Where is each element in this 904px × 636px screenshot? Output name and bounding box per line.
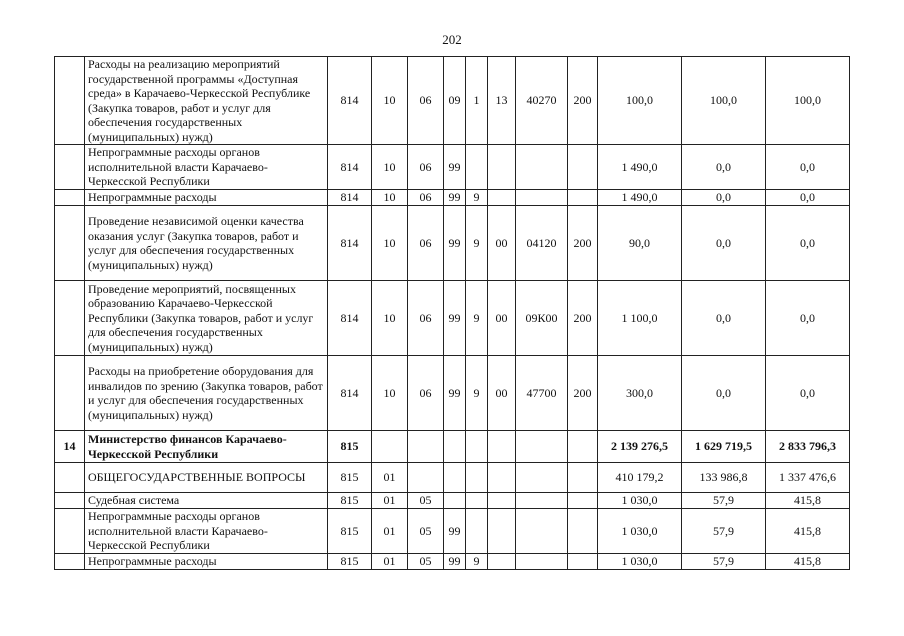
- row-number-cell: [55, 356, 85, 431]
- program-code-cell: 99: [444, 553, 466, 569]
- row-name-cell: Расходы на приобретение оборудования для инвалидов по зрению (Закупка товаров, работ и услуг для обеспечения государственных (муниципальных) нужд): [85, 356, 328, 431]
- program-code-cell: 09: [444, 57, 466, 145]
- amount-year2-cell: 133 986,8: [682, 463, 766, 493]
- ved-code-cell: 814: [328, 145, 372, 190]
- amount-year2-cell: 0,0: [682, 356, 766, 431]
- expense-type-cell: 200: [568, 356, 598, 431]
- amount-year2-cell: 100,0: [682, 57, 766, 145]
- section-code-cell: 10: [372, 281, 408, 356]
- direction-code-cell: 09К00: [516, 281, 568, 356]
- program-code-cell: [444, 431, 466, 463]
- expense-type-cell: [568, 553, 598, 569]
- ved-code-cell: 815: [328, 493, 372, 509]
- budget-table: [54, 56, 850, 570]
- amount-year3-cell: 2 833 796,3: [766, 431, 850, 463]
- amount-year2-cell: 0,0: [682, 190, 766, 206]
- direction-code-cell: [516, 431, 568, 463]
- ved-code-cell: 814: [328, 190, 372, 206]
- section-code-cell: 10: [372, 356, 408, 431]
- section-code-cell: 10: [372, 206, 408, 281]
- amount-year2-cell: 57,9: [682, 509, 766, 554]
- amount-year2-cell: 57,9: [682, 493, 766, 509]
- row-number-cell: [55, 509, 85, 554]
- subprogram-code-cell: [466, 493, 488, 509]
- expense-type-cell: [568, 145, 598, 190]
- amount-year1-cell: 1 490,0: [598, 145, 682, 190]
- subsection-code-cell: 06: [408, 281, 444, 356]
- amount-year1-cell: 100,0: [598, 57, 682, 145]
- row-name-cell: Министерство финансов Карачаево-Черкесской Республики: [85, 431, 328, 463]
- section-code-cell: 10: [372, 145, 408, 190]
- amount-year1-cell: 1 100,0: [598, 281, 682, 356]
- subprogram-code-cell: 1: [466, 57, 488, 145]
- ved-code-cell: 814: [328, 206, 372, 281]
- row-name-cell: Непрограммные расходы органов исполнительной власти Карачаево-Черкесской Республики: [85, 509, 328, 554]
- subprogram-code-cell: 9: [466, 553, 488, 569]
- ved-code-cell: 815: [328, 463, 372, 493]
- program-code-cell: 99: [444, 281, 466, 356]
- amount-year2-cell: 1 629 719,5: [682, 431, 766, 463]
- section-code-cell: 10: [372, 190, 408, 206]
- activity-code-cell: [488, 145, 516, 190]
- row-name-cell: Расходы на реализацию мероприятий государственной программы «Доступная среда» в Карачаево-Черкесской Республике (Закупка товаров, работ и услуг для обеспечения государственных (муниципальных) нужд): [85, 57, 328, 145]
- subsection-code-cell: 05: [408, 509, 444, 554]
- amount-year3-cell: 0,0: [766, 190, 850, 206]
- program-code-cell: 99: [444, 190, 466, 206]
- row-name-cell: Судебная система: [85, 493, 328, 509]
- section-code-cell: 01: [372, 553, 408, 569]
- direction-code-cell: 47700: [516, 356, 568, 431]
- row-number-cell: [55, 281, 85, 356]
- ved-code-cell: 814: [328, 281, 372, 356]
- table-row: [55, 356, 850, 431]
- direction-code-cell: [516, 509, 568, 554]
- activity-code-cell: [488, 190, 516, 206]
- row-number-cell: [55, 145, 85, 190]
- program-code-cell: 99: [444, 145, 466, 190]
- expense-type-cell: [568, 190, 598, 206]
- subsection-code-cell: [408, 463, 444, 493]
- subsection-code-cell: 06: [408, 145, 444, 190]
- expense-type-cell: [568, 509, 598, 554]
- direction-code-cell: [516, 190, 568, 206]
- table-row: [55, 431, 850, 463]
- expense-type-cell: 200: [568, 57, 598, 145]
- subsection-code-cell: 06: [408, 57, 444, 145]
- amount-year1-cell: 410 179,2: [598, 463, 682, 493]
- activity-code-cell: 00: [488, 206, 516, 281]
- row-name-cell: Непрограммные расходы: [85, 190, 328, 206]
- table-row: [55, 57, 850, 145]
- row-number-cell: [55, 493, 85, 509]
- direction-code-cell: [516, 145, 568, 190]
- amount-year1-cell: 1 030,0: [598, 493, 682, 509]
- table-body: [55, 57, 850, 570]
- amount-year1-cell: 300,0: [598, 356, 682, 431]
- subsection-code-cell: 06: [408, 190, 444, 206]
- subprogram-code-cell: 9: [466, 356, 488, 431]
- section-code-cell: 01: [372, 463, 408, 493]
- page-number: 202: [442, 32, 462, 47]
- expense-type-cell: 200: [568, 281, 598, 356]
- row-number-cell: [55, 553, 85, 569]
- activity-code-cell: 00: [488, 281, 516, 356]
- program-code-cell: [444, 463, 466, 493]
- subprogram-code-cell: [466, 463, 488, 493]
- ved-code-cell: 815: [328, 509, 372, 554]
- subsection-code-cell: 05: [408, 493, 444, 509]
- amount-year1-cell: 1 490,0: [598, 190, 682, 206]
- program-code-cell: [444, 493, 466, 509]
- activity-code-cell: [488, 509, 516, 554]
- ved-code-cell: 814: [328, 57, 372, 145]
- program-code-cell: 99: [444, 206, 466, 281]
- table-row: [55, 145, 850, 190]
- amount-year3-cell: 415,8: [766, 509, 850, 554]
- section-code-cell: 10: [372, 57, 408, 145]
- activity-code-cell: [488, 431, 516, 463]
- amount-year2-cell: 57,9: [682, 553, 766, 569]
- row-name-cell: ОБЩЕГОСУДАРСТВЕННЫЕ ВОПРОСЫ: [85, 463, 328, 493]
- subsection-code-cell: 06: [408, 206, 444, 281]
- direction-code-cell: 40270: [516, 57, 568, 145]
- amount-year3-cell: 1 337 476,6: [766, 463, 850, 493]
- program-code-cell: 99: [444, 356, 466, 431]
- ved-code-cell: 815: [328, 553, 372, 569]
- amount-year1-cell: 90,0: [598, 206, 682, 281]
- table-row: [55, 281, 850, 356]
- subprogram-code-cell: 9: [466, 281, 488, 356]
- row-name-cell: Проведение мероприятий, посвященных образованию Карачаево-Черкесской Республики (Закупка товаров, работ и услуг для обеспечения государственных (муниципальных) нужд): [85, 281, 328, 356]
- program-code-cell: 99: [444, 509, 466, 554]
- activity-code-cell: [488, 553, 516, 569]
- table-row: [55, 206, 850, 281]
- amount-year3-cell: 0,0: [766, 145, 850, 190]
- direction-code-cell: [516, 553, 568, 569]
- table-row: [55, 463, 850, 493]
- direction-code-cell: 04120: [516, 206, 568, 281]
- row-name-cell: Непрограммные расходы: [85, 553, 328, 569]
- table-row: [55, 190, 850, 206]
- subprogram-code-cell: [466, 509, 488, 554]
- amount-year3-cell: 415,8: [766, 493, 850, 509]
- amount-year3-cell: 0,0: [766, 356, 850, 431]
- expense-type-cell: [568, 463, 598, 493]
- amount-year1-cell: 2 139 276,5: [598, 431, 682, 463]
- activity-code-cell: [488, 463, 516, 493]
- amount-year2-cell: 0,0: [682, 281, 766, 356]
- subsection-code-cell: [408, 431, 444, 463]
- subsection-code-cell: 06: [408, 356, 444, 431]
- direction-code-cell: [516, 493, 568, 509]
- activity-code-cell: 00: [488, 356, 516, 431]
- row-name-cell: Проведение независимой оценки качества оказания услуг (Закупка товаров, работ и услуг для обеспечения государственных (муниципальных) нужд): [85, 206, 328, 281]
- section-code-cell: 01: [372, 509, 408, 554]
- subsection-code-cell: 05: [408, 553, 444, 569]
- row-number-cell: [55, 190, 85, 206]
- amount-year3-cell: 100,0: [766, 57, 850, 145]
- direction-code-cell: [516, 463, 568, 493]
- subprogram-code-cell: 9: [466, 206, 488, 281]
- amount-year3-cell: 415,8: [766, 553, 850, 569]
- amount-year2-cell: 0,0: [682, 206, 766, 281]
- subprogram-code-cell: [466, 431, 488, 463]
- subprogram-code-cell: 9: [466, 190, 488, 206]
- table-row: [55, 553, 850, 569]
- section-code-cell: [372, 431, 408, 463]
- row-number-cell: [55, 206, 85, 281]
- expense-type-cell: [568, 493, 598, 509]
- table-row: [55, 509, 850, 554]
- ved-code-cell: 814: [328, 356, 372, 431]
- activity-code-cell: [488, 493, 516, 509]
- amount-year1-cell: 1 030,0: [598, 553, 682, 569]
- subprogram-code-cell: [466, 145, 488, 190]
- amount-year1-cell: 1 030,0: [598, 509, 682, 554]
- activity-code-cell: 13: [488, 57, 516, 145]
- row-number-cell: 14: [55, 431, 85, 463]
- expense-type-cell: [568, 431, 598, 463]
- row-number-cell: [55, 57, 85, 145]
- table-row: [55, 493, 850, 509]
- ved-code-cell: 815: [328, 431, 372, 463]
- expense-type-cell: 200: [568, 206, 598, 281]
- row-number-cell: [55, 463, 85, 493]
- amount-year3-cell: 0,0: [766, 206, 850, 281]
- section-code-cell: 01: [372, 493, 408, 509]
- amount-year2-cell: 0,0: [682, 145, 766, 190]
- amount-year3-cell: 0,0: [766, 281, 850, 356]
- row-name-cell: Непрограммные расходы органов исполнительной власти Карачаево-Черкесской Республики: [85, 145, 328, 190]
